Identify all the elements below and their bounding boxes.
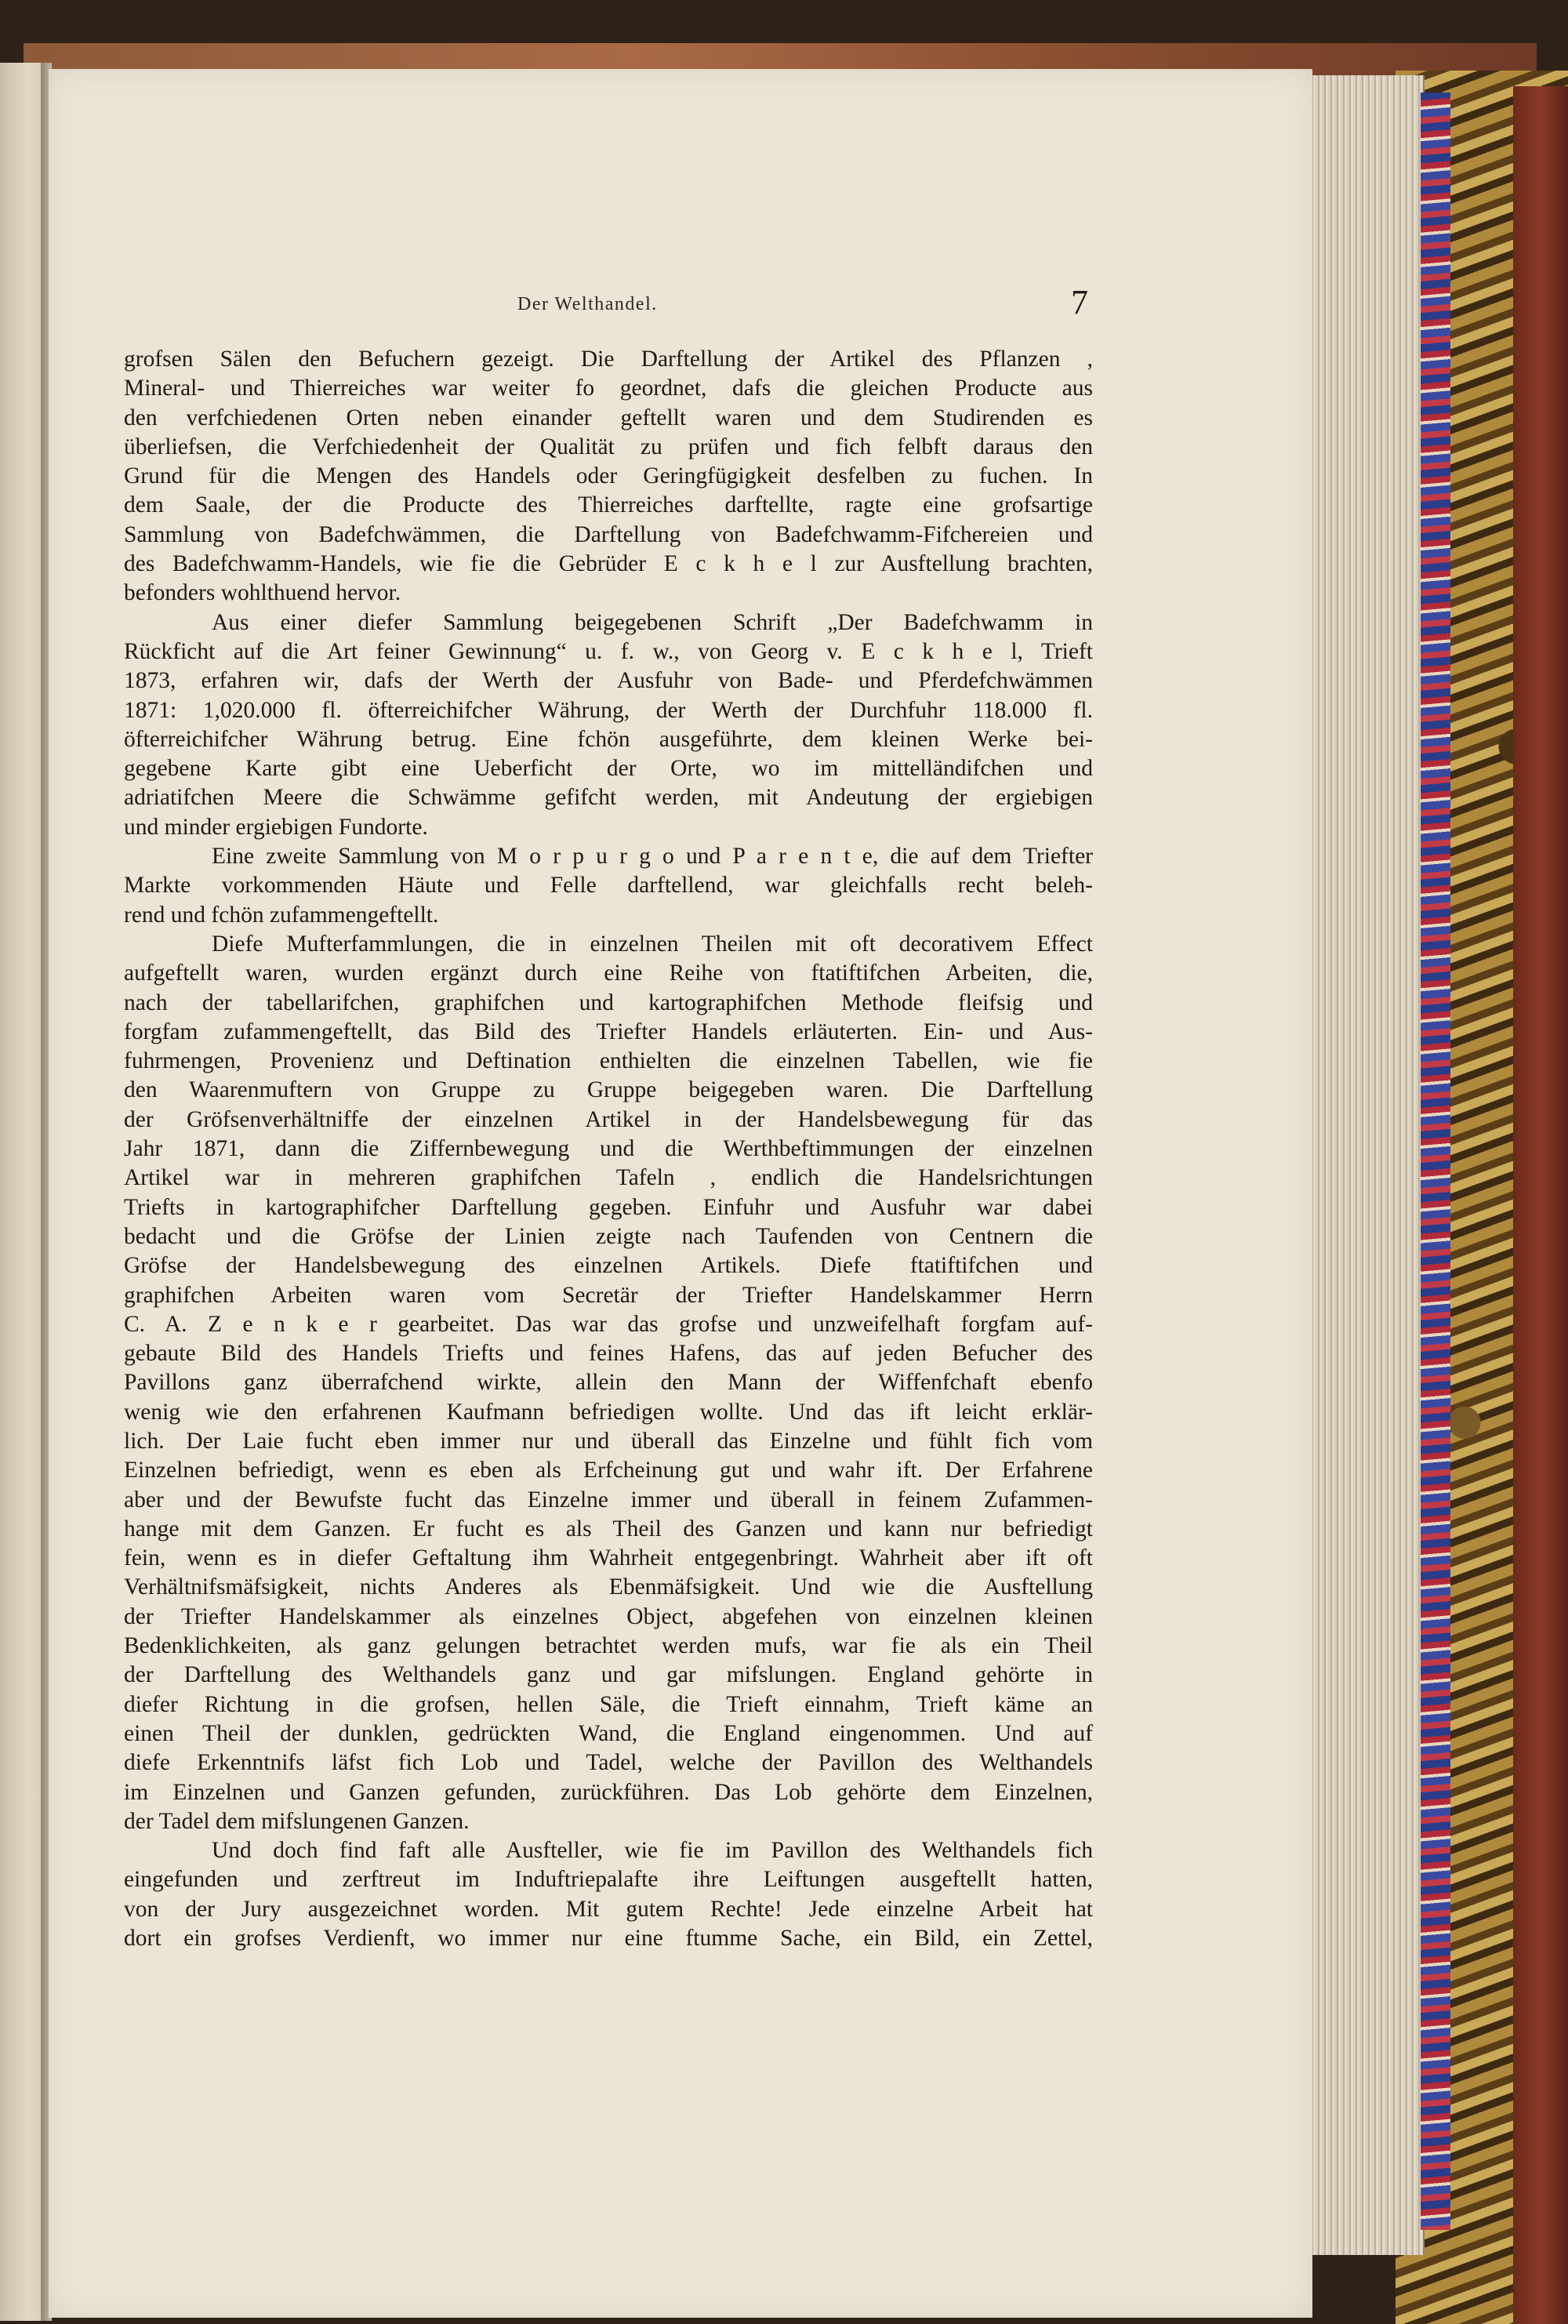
text-line: befonders wohlthuend hervor. [124, 580, 401, 606]
text-line: einen Theil der dunklen, gedrückten Wand, die England eingenommen. Und auf [124, 1720, 1093, 1746]
text-line: überliefsen, die Verfchiedenheit der Qualität zu prüfen und fich felbft daraus den [124, 434, 1093, 459]
paragraph [124, 608, 1093, 842]
text-line: Grund für die Mengen des Handels oder Geringfügigkeit desfelben zu fuchen. In [124, 463, 1093, 489]
text-line: der Tadel dem mifslungenen Ganzen. [124, 1808, 470, 1834]
text-line: Und doch find faft alle Ausfteller, wie fie im Pavillon des Welthandels fich [212, 1838, 1093, 1864]
text-line: dort ein grofses Verdienft, wo immer nur eine ftumme Sache, ein Bild, ein Zettel, [124, 1926, 1093, 1952]
text-line: Rückficht auf die Art feiner Gewinnung“ u. f. w., von Georg v. E c k h e l, Trieft [124, 638, 1093, 664]
text-line: der Gröfsenverhältniffe der einzelnen Artikel in der Handelsbewegung für das [124, 1106, 1093, 1132]
marbled-page-edge [1421, 93, 1450, 2230]
text-line: der Triefter Handelskammer als einzelnes Object, abgefehen von einzelnen kleinen [124, 1603, 1093, 1629]
text-line: von der Jury ausgezeichnet worden. Mit gutem Rechte! Jede einzelne Arbeit hat [124, 1896, 1093, 1922]
text-line: Mineral- und Thierreiches war weiter fo geordnet, dafs die gleichen Producte aus [124, 376, 1093, 401]
text-line: Artikel war in mehreren graphifchen Tafeln , endlich die Handelsrichtungen [124, 1165, 1093, 1191]
body-text [124, 345, 1093, 1953]
text-line: rend und fchön zufammengeftellt. [124, 902, 439, 928]
text-line: Pavillons ganz überrafchend wirkte, allein den Mann der Wiffenfchaft ebenfo [124, 1370, 1093, 1396]
text-line: Gröfse der Handelsbewegung des einzelnen Artikels. Diefe ftatiftifchen und [124, 1253, 1093, 1279]
text-line: aufgeftellt waren, wurden ergänzt durch eine Reihe von ftatiftifchen Arbeiten, die, [124, 960, 1093, 986]
text-line: gegebene Karte gibt eine Ueberficht der Orte, wo im mittelländifchen und [124, 756, 1093, 782]
text-line: adriatifchen Meere die Schwämme gefifcht werden, mit Andeutung der ergiebigen [124, 785, 1093, 811]
text-line: der Darftellung des Welthandels ganz und gar mifslungen. England gehörte in [124, 1662, 1093, 1688]
text-line: Sammlung von Badefchwämmen, die Darftellung von Badefchwamm-Fifchereien und [124, 521, 1093, 547]
text-line: den Waarenmuftern von Gruppe zu Gruppe beigegeben waren. Die Darftellung [124, 1077, 1093, 1103]
running-title: Der Welthandel. [517, 294, 658, 314]
text-line: diefe Erkenntnifs läfst fich Lob und Tadel, welche der Pavillon des Welthandels [124, 1750, 1093, 1776]
text-line: Jahr 1871, dann die Ziffernbewegung und die Werthbeftimmungen der einzelnen [124, 1136, 1093, 1162]
text-line: öfterreichifcher Währung betrug. Eine fchön ausgeführte, dem kleinen Werke bei- [124, 726, 1093, 752]
text-line: 1873, erfahren wir, dafs der Werth der Ausfuhr von Bade- und Pferdefchwämmen [124, 668, 1093, 694]
text-line: Markte vorkommenden Häute und Felle darftellend, war gleichfalls recht beleh- [124, 873, 1093, 899]
paragraph [124, 1836, 1093, 1953]
text-line: 1871: 1,020.000 fl. öfterreichifcher Währung, der Werth der Durchfuhr 118.000 fl. [124, 697, 1093, 723]
paragraph [124, 842, 1093, 930]
text-line: Bedenklichkeiten, als ganz gelungen betrachtet werden mufs, war fie als ein Theil [124, 1633, 1093, 1659]
text-line: Einzelnen befriedigt, wenn es eben als Erfcheinung gut und wahr ift. Der Erfahrene [124, 1458, 1093, 1483]
text-line: im Einzelnen und Ganzen gefunden, zurückführen. Das Lob gehörte dem Einzelnen, [124, 1779, 1093, 1805]
text-line: C. A. Z e n k e r gearbeitet. Das war das grofse und unzweifelhaft forgfam auf- [124, 1311, 1093, 1337]
text-line: Verhältnifsmäfsigkeit, nichts Anderes als Ebenmäfsigkeit. Und wie die Ausftellung [124, 1574, 1093, 1600]
paragraph [124, 930, 1093, 1836]
text-line: forgfam zufammengeftellt, das Bild des Triefter Handels erläuterten. Ein- und Aus- [124, 1019, 1093, 1044]
leather-spine-edge [1513, 86, 1568, 2324]
text-line: diefer Richtung in die grofsen, hellen Säle, die Trieft einnahm, Trieft käme an [124, 1691, 1093, 1717]
text-line: Diefe Mufterfammlungen, die in einzelnen Theilen mit oft decorativem Effect [212, 931, 1093, 957]
text-line: aber und der Bewufste fucht das Einzelne immer und überall in feinem Zufammen- [124, 1487, 1093, 1512]
text-line: dem Saale, der die Producte des Thierreiches darftellte, ragte eine grofsartige [124, 492, 1093, 518]
text-line: Aus einer diefer Sammlung beigegebenen Schrift „Der Badefchwamm in [212, 609, 1093, 635]
page-number: 7 [1071, 283, 1088, 321]
page-leaves [1309, 75, 1425, 2255]
text-line: graphifchen Arbeiten waren vom Secretär der Triefter Handelskammer Herrn [124, 1282, 1093, 1308]
text-line: grofsen Sälen den Befuchern gezeigt. Die Darftellung der Artikel des Pflanzen , [124, 347, 1093, 372]
text-line: den verfchiedenen Orten neben einander geftellt waren und dem Studirenden es [124, 405, 1093, 430]
left-facing-page [0, 63, 47, 2321]
text-line: nach der tabellarifchen, graphifchen und kartographifchen Methode fleifsig und [124, 990, 1093, 1015]
text-line: Eine zweite Sammlung von M o r p u r g o und P a r e n t e, die auf dem Triefter [212, 844, 1093, 870]
text-line: lich. Der Laie fucht eben immer nur und überall das Einzelne und fühlt fich vom [124, 1428, 1093, 1454]
text-line: wenig wie den erfahrenen Kaufmann befriedigen wollte. Und das ift leicht erklär- [124, 1399, 1093, 1425]
text-line: eingefunden und zerftreut im Induftriepalafte ihre Leiftungen ausgeftellt hatten, [124, 1867, 1093, 1893]
text-line: fein, wenn es in diefer Geftaltung ihm Wahrheit entgegenbringt. Wahrheit aber ift oft [124, 1545, 1093, 1571]
text-line: und minder ergiebigen Fundorte. [124, 814, 428, 840]
text-line: hange mit dem Ganzen. Er fucht es als Theil des Ganzen und kann nur befriedigt [124, 1516, 1093, 1541]
text-line: bedacht und die Gröfse der Linien zeigte nach Taufenden von Centnern die [124, 1223, 1093, 1249]
text-line: des Badefchwamm-Handels, wie fie die Gebrüder E c k h e l zur Ausftellung brachten, [124, 551, 1093, 577]
text-line: gebaute Bild des Handels Triefts und feines Hafens, das auf jeden Befucher des [124, 1341, 1093, 1367]
paragraph [124, 345, 1093, 608]
text-line: fuhrmengen, Provenienz und Deftination enthielten die einzelnen Tabellen, wie fie [124, 1048, 1093, 1074]
text-line: Triefts in kartographifcher Darftellung gegeben. Einfuhr und Ausfuhr war dabei [124, 1194, 1093, 1220]
